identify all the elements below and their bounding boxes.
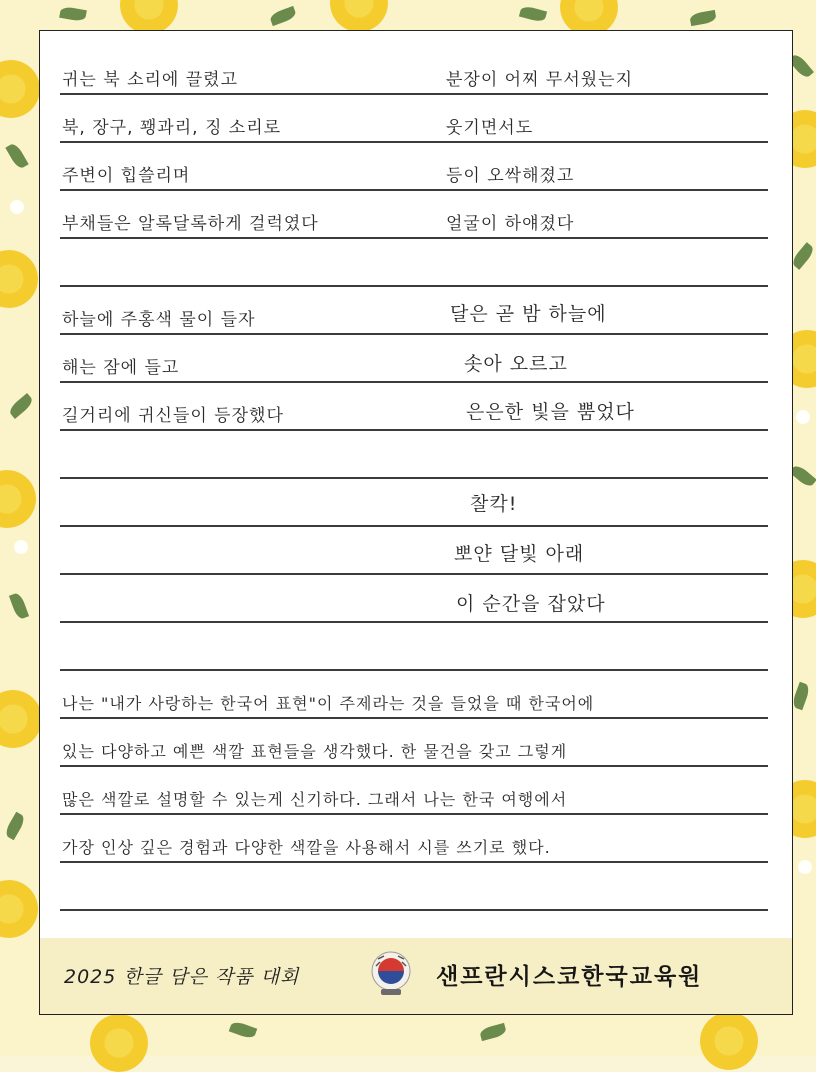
poem-left-line: 길거리에 귀신들이 등장했다 [62, 406, 284, 426]
poem-left-line: 하늘에 주홍색 물이 들자 [62, 310, 256, 330]
poem-right-line: 은은한 빛을 뿜었다 [466, 401, 635, 423]
ruled-line [60, 573, 768, 575]
ruled-line [60, 669, 768, 671]
ruled-line [60, 141, 768, 143]
ruled-line [60, 813, 768, 815]
reflection-line: 가장 인상 깊은 경험과 다양한 색깔을 사용해서 시를 쓰기로 했다. [62, 838, 551, 857]
poem-right-line: 달은 곧 밤 하늘에 [450, 303, 607, 325]
lined-writing-sheet [39, 30, 793, 940]
poem-right-line: 뽀얀 달빛 아래 [454, 543, 585, 565]
contest-footer-banner [39, 938, 793, 1015]
poem-right-line: 이 순간을 잡았다 [456, 593, 606, 615]
poem-left-line: 해는 잠에 들고 [62, 358, 180, 378]
ruled-line [60, 93, 768, 95]
korean-education-center-emblem-icon [366, 948, 416, 998]
ruled-line [60, 429, 768, 431]
ruled-line [60, 237, 768, 239]
poem-right-line: 분장이 어찌 무서웠는지 [446, 70, 634, 90]
ruled-line [60, 381, 768, 383]
ruled-line [60, 189, 768, 191]
ruled-line [60, 861, 768, 863]
ruled-line [60, 621, 768, 623]
reflection-line: 있는 다양하고 예쁜 색깔 표현들을 생각했다. 한 물건을 갖고 그렇게 [62, 742, 568, 761]
reflection-line: 나는 "내가 사랑하는 한국어 표현"이 주제라는 것을 들었을 때 한국어에 [62, 694, 595, 713]
ruled-line [60, 765, 768, 767]
poem-left-line: 북, 장구, 꽹과리, 징 소리로 [62, 118, 282, 138]
poem-right-line: 얼굴이 하얘졌다 [446, 214, 575, 234]
poem-left-line: 주변이 힙쓸리며 [62, 166, 191, 186]
ruled-line [60, 717, 768, 719]
poem-left-line: 귀는 북 소리에 끌렸고 [62, 70, 239, 90]
poem-right-line: 솟아 오르고 [464, 353, 568, 375]
ruled-line [60, 525, 768, 527]
poem-left-line: 부채들은 알록달록하게 걸럭였다 [62, 214, 319, 234]
ruled-line [60, 909, 768, 911]
ruled-line [60, 333, 768, 335]
organization-name: 샌프란시스코한국교육원 [436, 964, 703, 990]
poem-right-line: 찰칵! [470, 493, 518, 515]
ruled-line [60, 477, 768, 479]
reflection-line: 많은 색깔로 설명할 수 있는게 신기하다. 그래서 나는 한국 여행에서 [62, 790, 568, 809]
poem-right-line: 웃기면서도 [446, 118, 534, 138]
poem-right-line: 등이 오싹해졌고 [446, 166, 575, 186]
ruled-line [60, 285, 768, 287]
contest-title: 2025 한글 담은 작품 대회 [64, 966, 300, 988]
